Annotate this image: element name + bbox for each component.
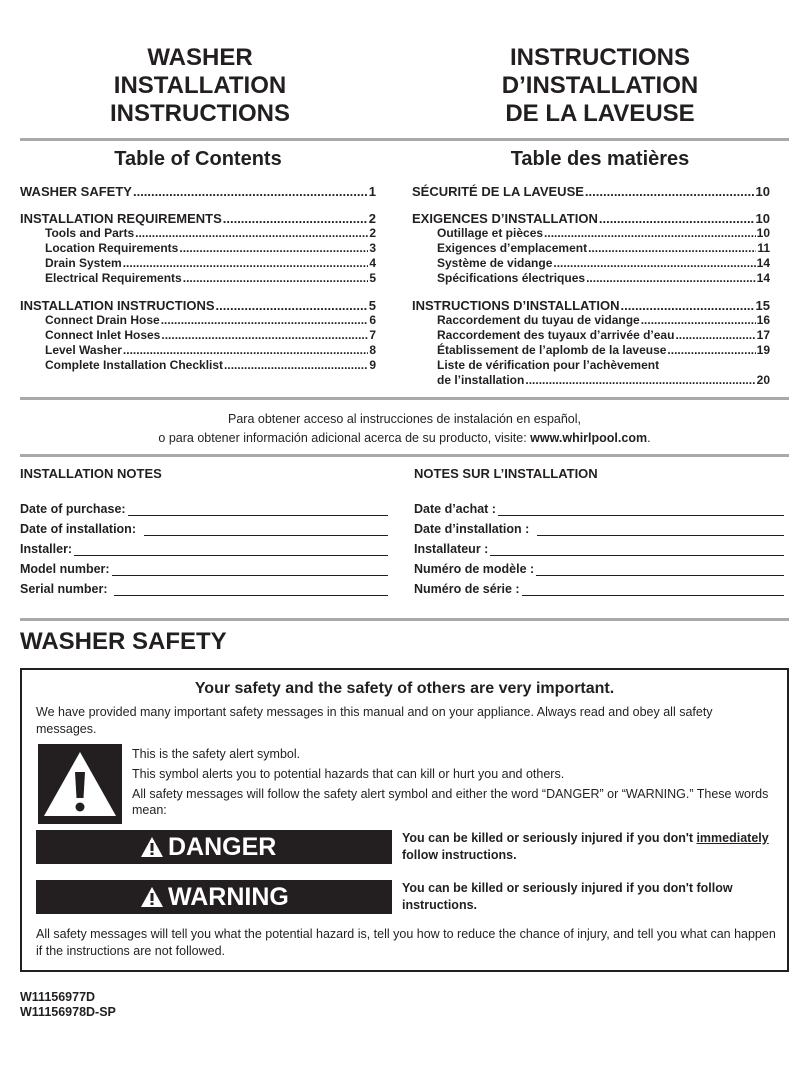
toc-entry[interactable]: INSTALLATION REQUIREMENTS ..... 2: [20, 211, 376, 226]
warning-signal: WARNING: [36, 880, 392, 914]
toc-entry[interactable]: Établissement de l’aplomb de la laveuse ..... 19: [412, 343, 770, 358]
note-field[interactable]: Installateur :: [414, 536, 784, 556]
toc-entry[interactable]: Electrical Requirements ..... 5: [20, 271, 376, 286]
danger-signal: DANGER: [36, 830, 392, 864]
divider: [20, 138, 789, 141]
title-french: INSTRUCTIONS D’INSTALLATION DE LA LAVEUSE: [501, 44, 699, 127]
spanish-notice: Para obtener acceso al instrucciones de instalación en español, o para obtener información adicional acerca de su producto, visite: www.whirlpool.com.: [158, 412, 651, 445]
toc-entry[interactable]: EXIGENCES D’INSTALLATION ..... 10: [412, 211, 770, 226]
toc-entry[interactable]: Connect Inlet Hoses ..... 7: [20, 328, 376, 343]
notes-heading-en: INSTALLATION NOTES: [20, 466, 162, 481]
safety-box-heading: Your safety and the safety of others are very important.: [194, 680, 615, 697]
notes-fr: [414, 496, 784, 596]
title-english: WASHER INSTALLATION INSTRUCTIONS: [110, 44, 290, 127]
divider: [20, 397, 789, 400]
toc-entry[interactable]: SÉCURITÉ DE LA LAVEUSE ..... 10: [412, 184, 770, 199]
toc-fr: [412, 184, 770, 388]
note-field[interactable]: Date of installation:: [20, 516, 388, 536]
toc-entry[interactable]: Tools and Parts ..... 2: [20, 226, 376, 241]
note-field[interactable]: Date d’installation :: [414, 516, 784, 536]
note-field[interactable]: Date d’achat :: [414, 496, 784, 516]
safety-outro: All safety messages will tell you what the potential hazard is, tell you how to reduce the chance of injury, and tell you what can happen if the instructions are not followed.: [36, 927, 776, 958]
website-link[interactable]: www.whirlpool.com: [530, 431, 648, 445]
toc-entry[interactable]: Connect Drain Hose ..... 6: [20, 313, 376, 328]
toc-entry[interactable]: Level Washer ..... 8: [20, 343, 376, 358]
toc-entry[interactable]: INSTRUCTIONS D’INSTALLATION ..... 15: [412, 298, 770, 313]
safety-alert-icon: [38, 744, 122, 824]
note-field[interactable]: Numéro de série :: [414, 576, 784, 596]
toc-entry[interactable]: Exigences d’emplacement ..... 11: [412, 241, 770, 256]
alert-triangle-icon: [140, 886, 164, 908]
toc-entry[interactable]: Complete Installation Checklist ..... 9: [20, 358, 376, 373]
section-title: WASHER SAFETY: [20, 628, 227, 655]
toc-entry[interactable]: WASHER SAFETY ..... 1: [20, 184, 376, 199]
toc-entry[interactable]: Spécifications électriques ..... 14: [412, 271, 770, 286]
notes-heading-fr: NOTES SUR L’INSTALLATION: [414, 466, 598, 481]
divider: [20, 454, 789, 457]
toc-entry[interactable]: Location Requirements ..... 3: [20, 241, 376, 256]
toc-entry[interactable]: de l’installation ..... 20: [412, 373, 770, 388]
warning-message: You can be killed or seriously injured if you don't follow instructions.: [402, 881, 733, 912]
alert-explanation: This is the safety alert symbol. This symbol alerts you to potential hazards that can kill or hurt you and others. All safety messages will follow the safety alert symbol and either the word “DANGER” or “WARNING.” These words mean:: [132, 747, 769, 817]
toc-entry[interactable]: Outillage et pièces ..... 10: [412, 226, 770, 241]
toc-heading-en: Table of Contents: [114, 148, 282, 170]
toc-entry[interactable]: Drain System ..... 4: [20, 256, 376, 271]
toc-entry[interactable]: Raccordement du tuyau de vidange ..... 16: [412, 313, 770, 328]
divider: [20, 618, 789, 621]
note-field[interactable]: Serial number:: [20, 576, 388, 596]
note-field[interactable]: Installer:: [20, 536, 388, 556]
alert-triangle-icon: [140, 836, 164, 858]
note-field[interactable]: Model number:: [20, 556, 388, 576]
toc-entry[interactable]: INSTALLATION INSTRUCTIONS ..... 5: [20, 298, 376, 313]
toc-entry[interactable]: Système de vidange ..... 14: [412, 256, 770, 271]
note-field[interactable]: Numéro de modèle :: [414, 556, 784, 576]
toc-entry[interactable]: Raccordement des tuyaux d’arrivée d’eau ..... 17: [412, 328, 770, 343]
note-field[interactable]: Date of purchase:: [20, 496, 388, 516]
toc-entry[interactable]: Liste de vérification pour l’achèvement: [437, 358, 660, 372]
safety-intro: We have provided many important safety messages in this manual and on your appliance. Always read and obey all safety messages.: [36, 705, 713, 736]
danger-message: You can be killed or seriously injured if you don't immediately follow instructions.: [402, 831, 769, 862]
toc-heading-fr: Table des matières: [510, 148, 690, 170]
part-numbers: W11156977D W11156978D-SP: [20, 990, 116, 1019]
safety-box: [20, 668, 789, 972]
notes-en: [20, 496, 388, 596]
toc-en: [20, 184, 376, 373]
